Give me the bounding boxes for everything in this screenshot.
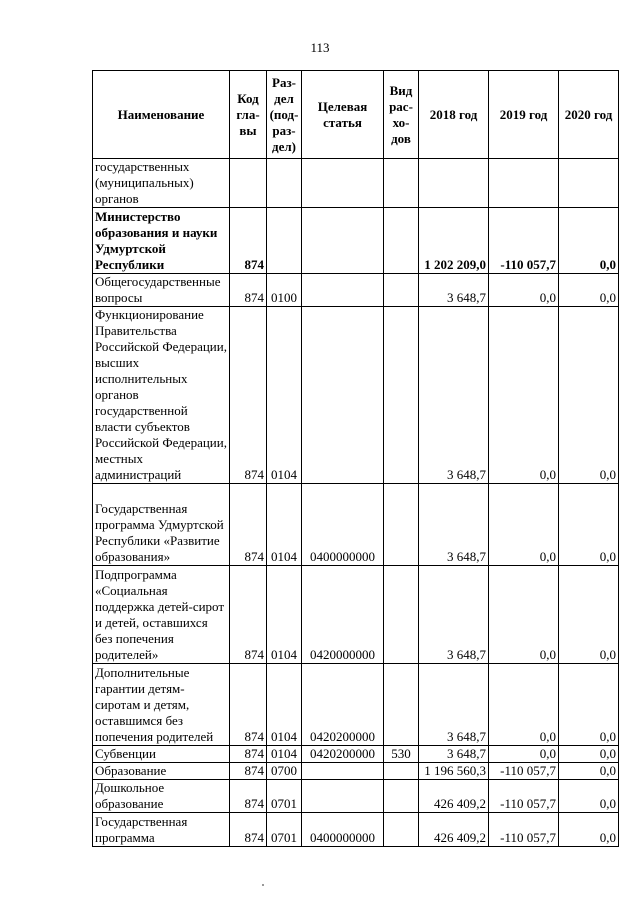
cell-target: 0400000000 xyxy=(302,484,384,566)
cell-y2020: 0,0 xyxy=(559,746,619,763)
cell-section: 0104 xyxy=(267,746,302,763)
cell-code: 874 xyxy=(230,664,267,746)
cell-name: Дополнительные гарантии детям-сиротам и детям, оставшимся без попечения родителей xyxy=(93,664,230,746)
cell-exptype xyxy=(384,307,419,484)
cell-name: государственных (муниципальных) органов xyxy=(93,159,230,208)
header-2020: 2020 год xyxy=(559,71,619,159)
cell-name: Государственная программа Удмуртской Республики «Развитие образования» xyxy=(93,484,230,566)
table-row xyxy=(93,208,619,274)
cell-y2018: 426 409,2 xyxy=(419,780,489,813)
cell-y2019: -110 057,7 xyxy=(489,780,559,813)
cell-y2018: 3 648,7 xyxy=(419,664,489,746)
cell-section: 0104 xyxy=(267,664,302,746)
header-target: Целевая статья xyxy=(302,71,384,159)
cell-section: 0104 xyxy=(267,484,302,566)
table-row xyxy=(93,763,619,780)
cell-y2019 xyxy=(489,159,559,208)
cell-code xyxy=(230,159,267,208)
table-header-row xyxy=(93,71,619,159)
cell-code: 874 xyxy=(230,566,267,664)
table-row xyxy=(93,780,619,813)
cell-name: Министерство образования и науки Удмуртской Республики xyxy=(93,208,230,274)
cell-code: 874 xyxy=(230,274,267,307)
cell-name: Общегосударственные вопросы xyxy=(93,274,230,307)
cell-exptype xyxy=(384,780,419,813)
cell-section xyxy=(267,208,302,274)
cell-exptype xyxy=(384,566,419,664)
cell-y2018: 1 202 209,0 xyxy=(419,208,489,274)
table-row xyxy=(93,566,619,664)
cell-name: Образование xyxy=(93,763,230,780)
cell-y2020 xyxy=(559,159,619,208)
cell-y2018: 3 648,7 xyxy=(419,274,489,307)
cell-y2018: 3 648,7 xyxy=(419,307,489,484)
cell-code: 874 xyxy=(230,746,267,763)
cell-y2019: 0,0 xyxy=(489,664,559,746)
cell-y2020: 0,0 xyxy=(559,484,619,566)
cell-y2018: 3 648,7 xyxy=(419,746,489,763)
header-2018: 2018 год xyxy=(419,71,489,159)
cell-target xyxy=(302,307,384,484)
table-row xyxy=(93,274,619,307)
cell-y2020: 0,0 xyxy=(559,566,619,664)
cell-section: 0701 xyxy=(267,780,302,813)
cell-section: 0104 xyxy=(267,566,302,664)
budget-table xyxy=(92,70,619,847)
cell-y2019: 0,0 xyxy=(489,274,559,307)
cell-target: 0420200000 xyxy=(302,746,384,763)
page-number: 113 xyxy=(310,40,330,55)
table-row xyxy=(93,746,619,763)
cell-y2018 xyxy=(419,159,489,208)
cell-y2018: 1 196 560,3 xyxy=(419,763,489,780)
cell-target: 0420200000 xyxy=(302,664,384,746)
cell-y2019: 0,0 xyxy=(489,484,559,566)
cell-target xyxy=(302,780,384,813)
cell-code: 874 xyxy=(230,307,267,484)
cell-y2020: 0,0 xyxy=(559,307,619,484)
cell-y2020: 0,0 xyxy=(559,780,619,813)
cell-code: 874 xyxy=(230,208,267,274)
cell-y2018: 426 409,2 xyxy=(419,813,489,847)
cell-target: 0400000000 xyxy=(302,813,384,847)
cell-exptype xyxy=(384,484,419,566)
header-section: Раз- дел (под- раз- дел) xyxy=(267,71,302,159)
cell-y2019: -110 057,7 xyxy=(489,208,559,274)
cell-name: Функционирование Правительства Российской Федерации, высших исполнительных органов государственной власти субъектов Российской Федерации, местных администраций xyxy=(93,307,230,484)
cell-target xyxy=(302,763,384,780)
cell-exptype xyxy=(384,274,419,307)
header-code: Код гла- вы xyxy=(230,71,267,159)
cell-code: 874 xyxy=(230,484,267,566)
cell-exptype xyxy=(384,159,419,208)
cell-code: 874 xyxy=(230,813,267,847)
cell-target xyxy=(302,208,384,274)
cell-exptype xyxy=(384,813,419,847)
cell-exptype: 530 xyxy=(384,746,419,763)
cell-y2019: -110 057,7 xyxy=(489,763,559,780)
table-row xyxy=(93,307,619,484)
cell-section: 0100 xyxy=(267,274,302,307)
table-row xyxy=(93,484,619,566)
cell-section: 0701 xyxy=(267,813,302,847)
cell-y2019: -110 057,7 xyxy=(489,813,559,847)
cell-y2019: 0,0 xyxy=(489,566,559,664)
cell-code: 874 xyxy=(230,780,267,813)
cell-exptype xyxy=(384,763,419,780)
cell-code: 874 xyxy=(230,763,267,780)
cell-y2018: 3 648,7 xyxy=(419,566,489,664)
cell-y2020: 0,0 xyxy=(559,763,619,780)
cell-y2020: 0,0 xyxy=(559,813,619,847)
table-row xyxy=(93,813,619,847)
cell-name: Субвенции xyxy=(93,746,230,763)
cell-name: Подпрограмма «Социальная поддержка детей-сирот и детей, оставшихся без попечения родителей» xyxy=(93,566,230,664)
cell-exptype xyxy=(384,208,419,274)
cell-section: 0700 xyxy=(267,763,302,780)
header-name: Наименование xyxy=(93,71,230,159)
cell-target: 0420000000 xyxy=(302,566,384,664)
table-row xyxy=(93,664,619,746)
cell-section xyxy=(267,159,302,208)
scan-speck xyxy=(262,884,264,886)
cell-name: Дошкольное образование xyxy=(93,780,230,813)
cell-y2020: 0,0 xyxy=(559,208,619,274)
cell-target xyxy=(302,274,384,307)
cell-target xyxy=(302,159,384,208)
cell-y2019: 0,0 xyxy=(489,746,559,763)
cell-exptype xyxy=(384,664,419,746)
cell-y2018: 3 648,7 xyxy=(419,484,489,566)
cell-y2020: 0,0 xyxy=(559,664,619,746)
table-row xyxy=(93,159,619,208)
header-2019: 2019 год xyxy=(489,71,559,159)
cell-y2020: 0,0 xyxy=(559,274,619,307)
cell-section: 0104 xyxy=(267,307,302,484)
header-expense-type: Вид рас- хо- дов xyxy=(384,71,419,159)
cell-y2019: 0,0 xyxy=(489,307,559,484)
cell-name: Государственная программа xyxy=(93,813,230,847)
